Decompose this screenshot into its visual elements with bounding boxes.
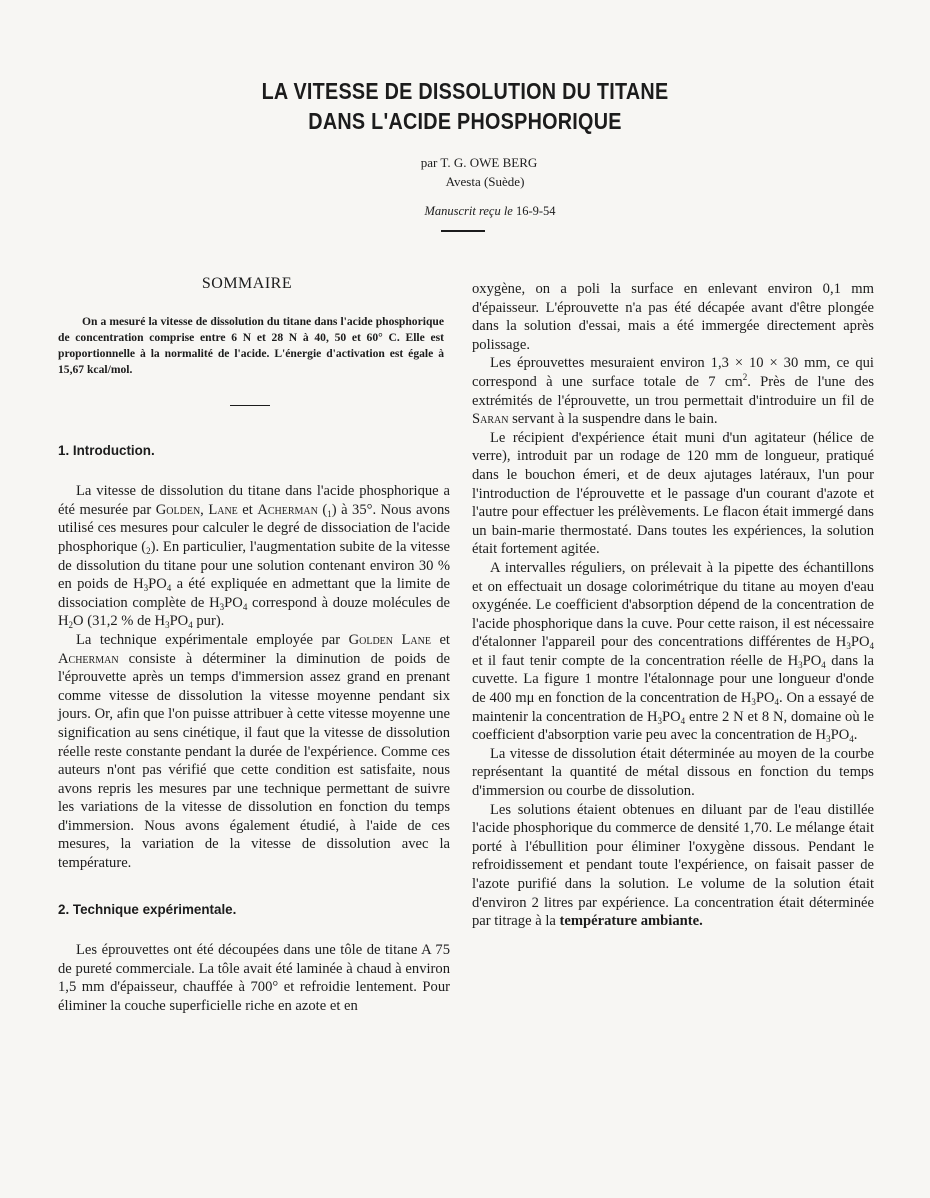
text-run: La technique expérimentale employée par (76, 631, 349, 648)
text-run: dans la cuvette. La figure 1 montre l'étalonnage pour une longueur d'onde de 400 mμ en fonction de la concentration de H (472, 652, 874, 707)
subscript: 4 (242, 601, 248, 612)
text-run: PO (850, 634, 870, 651)
title-divider (441, 230, 485, 232)
manuscript-label: Manuscrit reçu le (424, 204, 513, 218)
subscript: 2 (68, 620, 74, 631)
author-name: Acherman (58, 650, 119, 667)
title-line-2: DANS L'ACIDE PHOSPHORIQUE (308, 108, 622, 134)
reference-number: 1 (327, 508, 332, 519)
subscript: 3 (219, 601, 225, 612)
text-run: et il faut tenir compte de la concentration réelle de H (472, 652, 799, 669)
title-line-1: LA VITESSE DE DISSOLUTION DU TITANE (261, 78, 669, 104)
text-run: . (853, 727, 858, 744)
manuscript-date: 16-9-54 (515, 204, 556, 218)
text-run: entre 2 N et 8 N, domaine où le coefficient d'absorption varie peu avec la concentration de H (472, 708, 874, 744)
text-run: PO (830, 727, 850, 744)
author-name: Golden (155, 501, 201, 518)
text-run: PO (755, 690, 775, 707)
paragraph-right-2 (472, 354, 874, 428)
subscript: 4 (774, 697, 780, 708)
reference-number: 2 (146, 545, 151, 556)
text-run: La vitesse de dissolution du titane dans l'acide phosphorique a été mesurée par (58, 483, 450, 518)
subscript: 3 (143, 583, 149, 594)
subscript: 4 (680, 715, 686, 726)
sommaire-text: On a mesuré la vitesse de dissolution du titane dans l'acide phosphorique de concentration comprise entre 6 N et 28 N à 40, 50 et 60° C. Elle est proportionnelle à la normalité de l'acide. L'énergie d'activation est égale à 15,67 kcal/mol. (58, 314, 444, 376)
text-run: a été expliquée en admettant que la limite de dissociation complète de H (58, 576, 450, 611)
paragraph-tech-1: Les éprouvettes ont été découpées dans une tôle de titane A 75 de pureté commerciale. La tôle avait été laminée à chaud à environ 1,5 mm d'épaisseur, chauffée à 700° et refroidie lentement. Pour éliminer la couche superficielle riche en azote et en (58, 942, 450, 1015)
author-name: Lane (401, 631, 431, 648)
author-name: Acherman (257, 501, 318, 518)
author-name: Lane (208, 501, 238, 518)
text-run: ) à 35°. Nous avons utilisé ces mesures pour calculer le degré de dissociation de l'acide phosphorique ( (58, 501, 450, 555)
text-run: . Près de l'une des extrémités de l'éprouvette, un trou permettait d'introduire un fil de (472, 373, 875, 409)
text-run: servant à la suspendre dans le bain. (508, 411, 718, 428)
material-name: Saran (472, 411, 509, 428)
section-heading-technique: 2. Technique expérimentale. (58, 901, 237, 917)
subscript: 4 (821, 659, 826, 670)
text-run: et (430, 631, 450, 648)
paragraph-right-3: Le récipient d'expérience était muni d'un agitateur (hélice de verre), introduit par un rodage de 120 mm de longueur, pratiqué dans le bouchon émeri, et de deux ajutages latéraux, l'un pour l'introduction de l'éprouvette et le passage d'un courant d'azote et l'autre pour effectuer les prélèvements. Le flacon était immergé dans un bain-marie thermostaté. Dans toutes les expériences, la solution était fortement agitée. (472, 429, 874, 558)
section-heading-introduction: 1. Introduction. (58, 442, 155, 458)
text-run: PO (224, 594, 243, 611)
text-run: ( (317, 501, 328, 518)
text-run: PO (169, 613, 189, 630)
subscript: 3 (751, 697, 756, 708)
author-line: par T. G. OWE BERG (420, 155, 538, 170)
text-run: PO (802, 652, 822, 669)
subscript: 4 (869, 641, 874, 652)
text-run: consiste à déterminer la diminution de poids de l'éprouvette après un temps d'immersion assez grand en prenant comme vitesse de dissolution la vitesse moyenne pendant six jours. Or, afin que l'on puisse attribuer à cette vitesse moyenne une signification au sens cinétique, il faut que la vitesse de dissolution réelle reste constante pendant la durée de l'expérience. Comme ces auteurs n'ont pas vérifié que cette condition est satisfaite, nous avons repris les mesures par une technique permettant de suivre les variations de la vitesse de dissolution en fonction du temps d'immersion. Nous avons également étudié, à l'aide de ces mesures, la variation de la vitesse de dissolution avec la température. (58, 650, 450, 872)
byline (0, 153, 930, 191)
text-run: ). En particulier, l'augmentation subite de la vitesse de dissolution du titane pour une solution contenant environ 30 % en poids de H (58, 538, 450, 593)
paragraph-right-4 (472, 559, 874, 745)
text-run: A intervalles réguliers, on prélevait à la pipette des échantillons et on effectuait un dosage colorimétrique du titane au moyen d'eau oxygénée. Le coefficient d'absorption dépend de la concentration de l'acide phosphorique dans la cuve. Pour cette raison, il est nécessaire d'étalonner l'appareil pour des concentrations différentes de H (472, 559, 874, 651)
subscript: 4 (188, 620, 193, 631)
paragraph-right-1: oxygène, on a poli la surface en enlevant environ 0,1 mm d'épaisseur. L'éprouvette n'a pas été décapée avant d'être plongée dans la solution d'essai, mais a été immergée directement après polissage. (472, 281, 874, 353)
author-name: Golden (348, 631, 393, 648)
text-run: . On a essayé de maintenir la concentration de H (472, 690, 875, 725)
text-run: Les solutions étaient obtenues en diluant par de l'eau distillée l'acide phosphorique du commerce de densité 1,70. Le mélange était porté à l'ébullition pour éliminer l'oxygène dissous. Pendant le refroidissement et pendant toute l'expérience, on faisait passer de l'azote purifié dans la solution. Le volume de la solution était d'environ 2 litres par expérience. La concentration était déterminée par titrage à la (472, 801, 874, 930)
subscript: 4 (849, 734, 854, 745)
paragraph-right-6 (472, 801, 874, 931)
paragraph-right-5: La vitesse de dissolution était déterminée au moyen de la courbe représentant la quantité de métal dissous en fonction du temps d'immersion ou courbe de dissolution. (472, 745, 874, 800)
paragraph-intro-2 (58, 631, 450, 873)
text-run: et (237, 501, 258, 518)
text-run: O (31,2 % de H (73, 613, 166, 630)
subscript: 3 (826, 734, 831, 745)
text-run: Les éprouvettes mesuraient environ 1,3 × 10 × 30 mm, ce qui correspond à une surface totale de 7 cm (472, 355, 874, 390)
left-column (58, 275, 450, 1016)
text-run: PO (148, 576, 167, 593)
subscript: 3 (846, 641, 851, 652)
text-run: , (200, 501, 209, 518)
sommaire-heading: SOMMAIRE (201, 275, 293, 292)
text-run: pur). (192, 613, 225, 630)
article-title (65, 76, 865, 136)
text-run: PO (662, 708, 681, 725)
sommaire-divider (230, 405, 270, 406)
subscript: 3 (657, 715, 662, 726)
paragraph-intro-1 (58, 482, 450, 631)
right-column (472, 280, 874, 931)
text-run: correspond à douze molécules de H (58, 594, 451, 630)
text-run: température ambiante. (559, 913, 703, 930)
subscript: 4 (166, 583, 172, 594)
manuscript-received (0, 204, 930, 219)
subscript: 3 (798, 659, 803, 670)
subscript: 3 (165, 620, 170, 631)
superscript: 2 (742, 371, 748, 382)
affiliation: Avesta (Suède) (445, 174, 525, 189)
